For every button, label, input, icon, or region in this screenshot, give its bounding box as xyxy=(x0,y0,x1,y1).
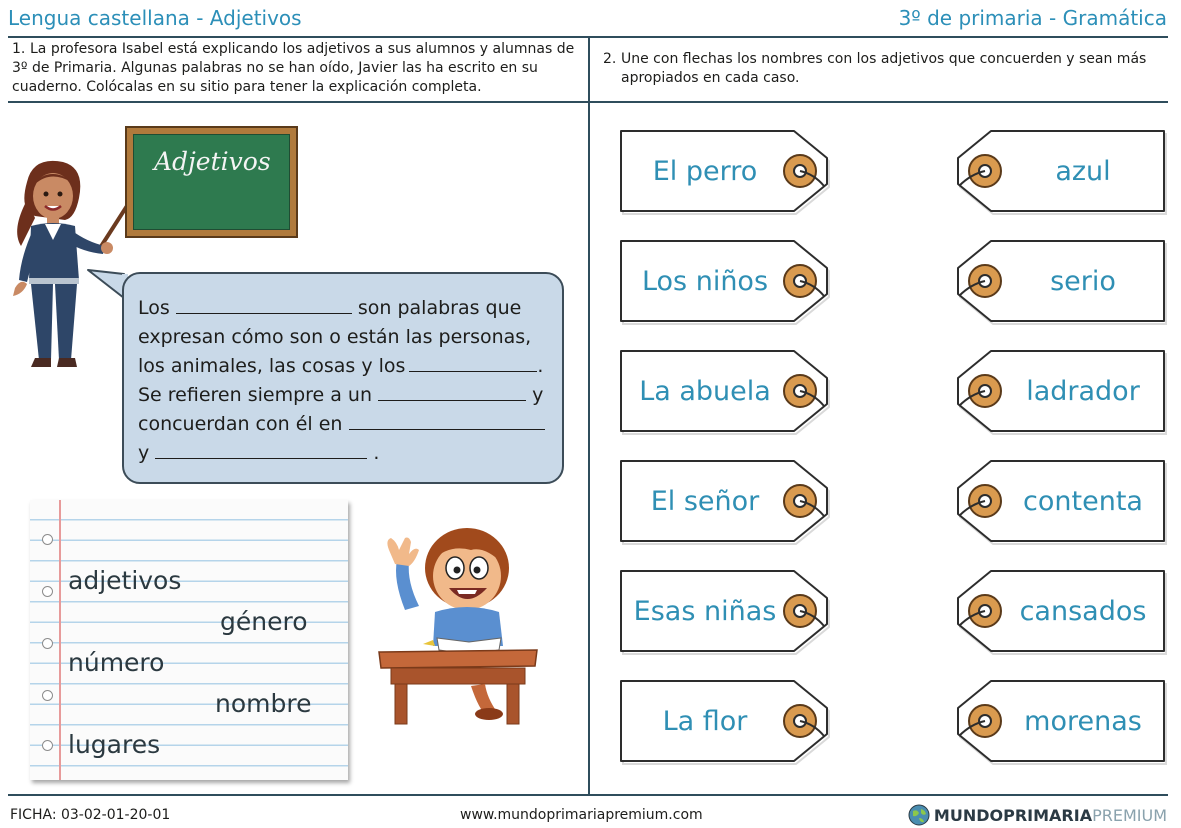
exercise-2-line: Une con flechas los nombres con los adjetivos que concuerden y sean más xyxy=(621,51,1147,67)
noun-tag[interactable] xyxy=(618,458,830,544)
exercise-1-line: cuaderno. Colócalas en su sitio para tener la explicación completa. xyxy=(12,79,482,95)
bubble-text-segment: y xyxy=(138,442,150,464)
bubble-text-segment: . xyxy=(373,442,380,464)
adjective-tag[interactable] xyxy=(955,238,1167,324)
bubble-text-segment: . xyxy=(537,355,544,377)
answer-blank[interactable] xyxy=(409,353,537,372)
exercise-1-line: 3º de Primaria. Algunas palabras no se han oído, Javier las ha escrito en su xyxy=(12,60,538,76)
website-link[interactable]: www.mundoprimariapremium.com xyxy=(460,807,703,823)
notebook-word: adjetivos xyxy=(68,566,182,595)
noun-tag[interactable] xyxy=(618,348,830,434)
adjective-tag-label: serio xyxy=(1050,265,1116,297)
exercise-1-line: La profesora Isabel está explicando los adjetivos a sus alumnos y alumnas de xyxy=(30,41,575,57)
exercise-2-line: apropiados en cada caso. xyxy=(621,70,800,86)
adjective-tag[interactable] xyxy=(955,128,1167,214)
bubble-text-segment: Se refieren siempre a un xyxy=(138,384,373,406)
bubble-text-line: expresan cómo son o están las personas, xyxy=(138,326,532,348)
notebook-hole xyxy=(42,586,53,597)
notebook-hole xyxy=(42,638,53,649)
adjective-tag[interactable] xyxy=(955,458,1167,544)
bubble-text-segment: concuerdan con él en xyxy=(138,413,343,435)
notebook-hole xyxy=(42,740,53,751)
answer-blank[interactable] xyxy=(378,382,526,401)
adjective-tag-label: cansados xyxy=(1019,595,1147,627)
bubble-text-segment: y xyxy=(532,384,544,406)
noun-tag-label: La flor xyxy=(662,705,748,737)
blackboard-surface xyxy=(133,134,290,230)
adjective-tag[interactable] xyxy=(955,568,1167,654)
exercise-1-number: 1. xyxy=(12,41,26,57)
adjective-tag[interactable] xyxy=(955,678,1167,764)
adjective-tag-label: morenas xyxy=(1024,705,1142,737)
column-divider xyxy=(588,38,590,794)
bubble-text-segment: Los xyxy=(138,297,170,319)
worksheet-code: FICHA: 03-02-01-20-01 xyxy=(10,807,171,823)
answer-blank[interactable] xyxy=(176,295,352,314)
answer-blank[interactable] xyxy=(349,411,545,430)
notebook-hole xyxy=(42,534,53,545)
notebook-word: nombre xyxy=(215,689,312,718)
exercise-2-number: 2. xyxy=(603,51,617,67)
noun-tag[interactable] xyxy=(618,128,830,214)
notebook-margin-line xyxy=(59,500,61,780)
adjective-tag-label: azul xyxy=(1055,155,1111,187)
noun-tag-label: El señor xyxy=(650,485,760,517)
brand-logo xyxy=(908,804,1167,826)
noun-tag[interactable] xyxy=(618,238,830,324)
notebook-word: lugares xyxy=(68,730,161,759)
blackboard-title: Adjetivos xyxy=(154,147,271,176)
notebook-word: número xyxy=(68,648,165,677)
exercise-2-instructions xyxy=(603,50,1173,88)
blackboard xyxy=(125,126,298,238)
notebook-word: género xyxy=(220,607,308,636)
fill-in-the-blank-text xyxy=(138,294,545,468)
speech-bubble xyxy=(122,272,564,484)
logo-word-2: PRIMARIA xyxy=(1003,805,1093,825)
bubble-text-segment: son palabras que xyxy=(357,297,522,319)
logo-word-1: MUNDO xyxy=(933,805,1004,825)
footer-rule xyxy=(8,794,1168,796)
adjective-tag-label: contenta xyxy=(1023,485,1143,517)
noun-tag-label: El perro xyxy=(652,155,758,187)
noun-tag-label: Esas niñas xyxy=(633,595,777,627)
notebook-hole xyxy=(42,690,53,701)
globe-icon xyxy=(908,804,930,826)
worksheet-grade-title: 3º de primaria - Gramática xyxy=(898,6,1167,30)
worksheet-subject-title: Lengua castellana - Adjetivos xyxy=(8,6,302,30)
noun-tag-label: Los niños xyxy=(641,265,769,297)
noun-tag[interactable] xyxy=(618,568,830,654)
adjective-tag[interactable] xyxy=(955,348,1167,434)
logo-word-3: PREMIUM xyxy=(1092,805,1167,825)
exercise-1-instructions xyxy=(12,40,584,97)
noun-tag-label: La abuela xyxy=(639,375,771,407)
adjective-tag-label: ladrador xyxy=(1026,375,1140,407)
student-illustration xyxy=(375,520,545,725)
noun-tag[interactable] xyxy=(618,678,830,764)
answer-blank[interactable] xyxy=(155,440,367,459)
notebook-page xyxy=(30,500,348,780)
bubble-text-segment: los animales, las cosas y los xyxy=(138,355,406,377)
